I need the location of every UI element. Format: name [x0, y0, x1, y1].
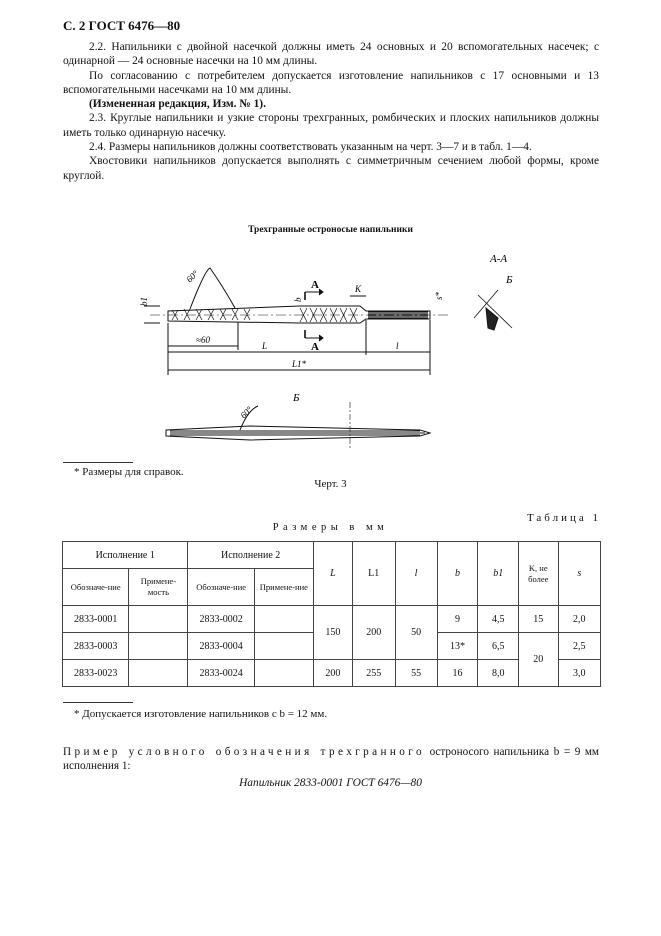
cell-b: 16 [437, 660, 478, 687]
label-angle: 60° [184, 268, 201, 285]
label-l: l [396, 341, 399, 351]
footnote-rule [63, 462, 133, 463]
cell-s: 2,0 [558, 606, 600, 633]
cell-k: 15 [519, 606, 559, 633]
label-approx: ≈60 [196, 335, 210, 345]
paragraph-2-4: 2.4. Размеры напильников должны соответствовать указанным на черт. 3—7 и в табл. 1—4. [89, 141, 532, 154]
example-rest: остроносого напильника b = 9 мм исполнения 1: [63, 746, 599, 772]
file-drawing [0, 240, 661, 450]
cell-applicability-1 [129, 633, 188, 660]
cell-s: 3,0 [558, 660, 600, 687]
group-header-1: Исполнение 1 [63, 542, 188, 569]
cell-designation-1: 2833-0023 [63, 660, 129, 687]
dimensions-table [62, 541, 601, 687]
example-lead: Пример условного обозначения трехгранного [63, 746, 426, 758]
table-footnote: * Допускается изготовление напильников с b = 12 мм. [74, 708, 328, 720]
cell-applicability-2 [254, 606, 313, 633]
figure-title: Трехгранные остроносые напильники [248, 225, 413, 235]
cell-b1: 8,0 [478, 660, 519, 687]
paragraph-agreement: По согласованию с потребителем допускается изготовление напильников с 17 основными и 13 вспомогательными насечками на 10 мм длины. [63, 69, 599, 96]
sub-header-designation-1: Обозначе-ние [63, 569, 129, 606]
label-section: А-А [490, 253, 508, 265]
example-designation: Напильник 2833-0001 ГОСТ 6476—80 [239, 777, 422, 789]
cell-l: 50 [395, 606, 437, 660]
col-l: l [395, 542, 437, 606]
cell-l: 55 [395, 660, 437, 687]
cell-s: 2,5 [558, 633, 600, 660]
label-view-arrow: Б [506, 274, 513, 286]
cell-designation-1: 2833-0003 [63, 633, 129, 660]
col-s: s [558, 542, 600, 606]
col-b1: b1 [478, 542, 519, 606]
table-footnote-rule [63, 702, 133, 703]
paragraph-amendment: (Измененная редакция, Изм. № 1). [89, 98, 266, 111]
cell-designation-2: 2833-0024 [188, 660, 254, 687]
figure-footnote: * Размеры для справок. [74, 466, 184, 478]
label-s: s* [434, 291, 444, 300]
cell-applicability-1 [129, 660, 188, 687]
label-cut-top: А [311, 279, 319, 291]
cell-designation-2: 2833-0002 [188, 606, 254, 633]
cell-L1: 255 [352, 660, 395, 687]
col-b: b [437, 542, 478, 606]
label-angle-view: 60° [238, 404, 255, 421]
col-L: L [313, 542, 352, 606]
cell-L: 150 [313, 606, 352, 660]
cell-designation-2: 2833-0004 [188, 633, 254, 660]
cell-b: 13* [437, 633, 478, 660]
example-text [63, 745, 599, 773]
cell-L: 200 [313, 660, 352, 687]
paragraph-shanks: Хвостовики напильников допускается выполнять с симметричным сечением любой формы, кроме круглой. [63, 155, 599, 182]
cell-k: 20 [519, 633, 559, 687]
cell-applicability-1 [129, 606, 188, 633]
sub-header-applicability-1: Примене-мость [129, 569, 188, 606]
table-units: Размеры в мм [272, 522, 389, 533]
col-k: K, не более [519, 542, 559, 606]
label-b1: b1 [139, 297, 149, 306]
cell-applicability-2 [254, 660, 313, 687]
cell-designation-1: 2833-0001 [63, 606, 129, 633]
table-row [63, 606, 601, 633]
paragraph-2-3: 2.3. Круглые напильники и узкие стороны трехгранных, ромбических и плоских напильников должны иметь только одинарную насечку. [63, 112, 599, 139]
cell-b1: 6,5 [478, 633, 519, 660]
col-L1: L1 [352, 542, 395, 606]
body-text [63, 40, 599, 183]
table-label: Таблица 1 [526, 512, 601, 524]
label-L1: L1* [292, 359, 307, 369]
label-k: K [355, 284, 362, 294]
sub-header-applicability-2: Примене-ние [254, 569, 313, 606]
cell-applicability-2 [254, 633, 313, 660]
sub-header-designation-2: Обозначе-ние [188, 569, 254, 606]
group-header-2: Исполнение 2 [188, 542, 313, 569]
label-cut-bottom: А [311, 341, 319, 353]
cell-L1: 200 [352, 606, 395, 660]
figure-caption: Черт. 3 [314, 478, 347, 490]
label-view: Б [293, 392, 300, 404]
label-L: L [262, 341, 268, 351]
cell-b1: 4,5 [478, 606, 519, 633]
cell-b: 9 [437, 606, 478, 633]
page-header: С. 2 ГОСТ 6476—80 [63, 18, 181, 33]
label-b: b [293, 297, 303, 302]
paragraph-2-2: 2.2. Напильники с двойной насечкой должны иметь 24 основных и 20 вспомогательных насечек; с одинарной — 24 основные насечки на 10 мм длины. [63, 41, 599, 68]
